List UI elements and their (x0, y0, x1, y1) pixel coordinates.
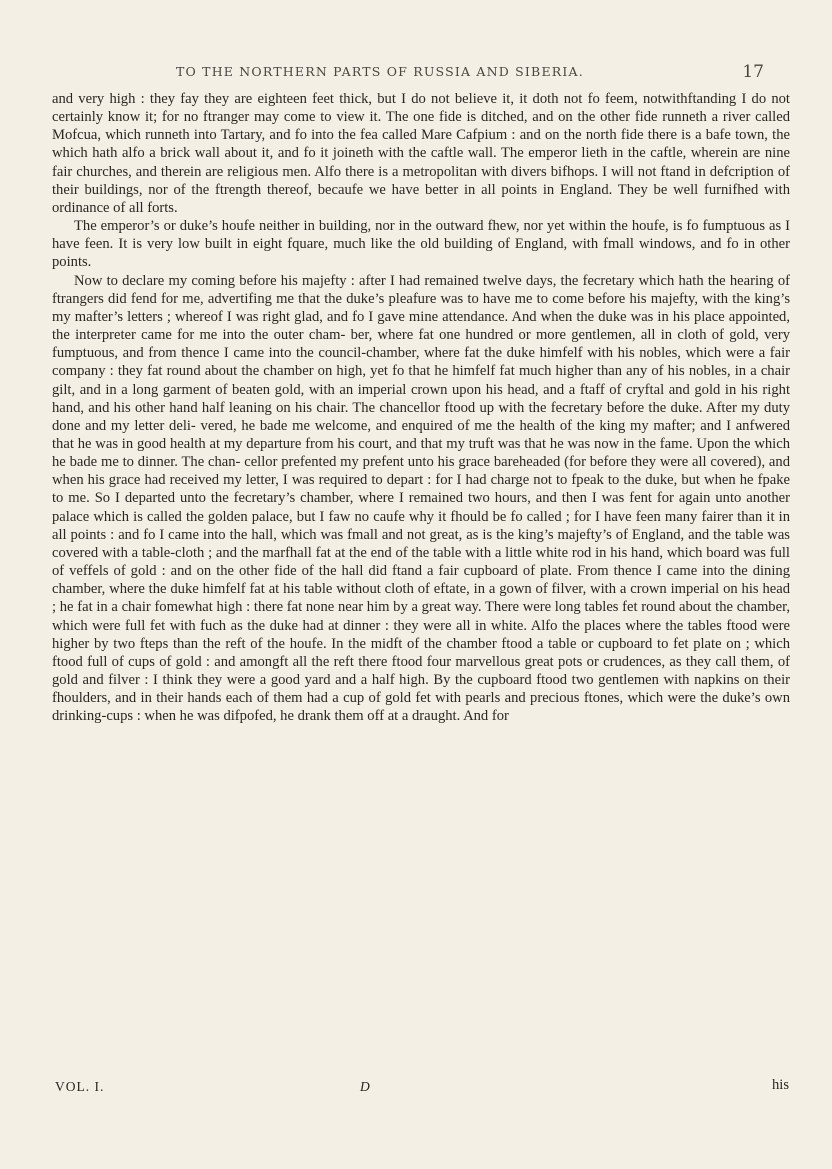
running-header (176, 62, 776, 82)
paragraph: The emperor’s or duke’s houfe neither in building, nor in the outward fhew, nor yet within the houfe, is fo fumptuous as I have feen. It is very low built in eight fquare, much like the old building of England, with fmall windows, and fo in other points. (52, 218, 790, 271)
page-number: 17 (742, 62, 764, 82)
volume-mark: VOL. I. (55, 1079, 105, 1094)
paragraph: and very high : they fay they are eighteen feet thick, but I do not believe it, it doth not fo feem, notwithftanding I do not certainly know it; for no ftranger may come to view it. The one fide is ditched, and on the other fide runneth a river called Mofcua, which runneth into Tartary, and fo into the fea called Mare Cafpium : and on the north fide there is a bafe town, the which hath alfo a brick wall about it, and fo it joineth with the caftle wall. The emperor lieth in the caftle, wherein are nine fair churches, and therein are religious men. Alfo there is a metropolitan with divers bifhops. I will not ftand in defcription of their buildings, nor of the ftrength thereof, becaufe we have better in all points in England. They be well furnifhed with ordinance of all forts. (52, 91, 790, 216)
signature-mark: D (360, 1079, 370, 1094)
running-title: TO THE NORTHERN PARTS OF RUSSIA AND SIBERIA. (176, 64, 584, 79)
catchword: his (771, 1077, 789, 1093)
paragraph: Now to declare my coming before his majefty : after I had remained twelve days, the fecretary which hath the hearing of ftrangers did fend for me, advertifing me that the duke’s pleafure was to have me to come before his majefty, with the king’s my mafter’s letters ; whereof I was right glad, and fo I gave mine attendance. And when the duke was in his place appointed, the interpreter came for me into the outer cham- ber, where fat one hundred or more gentlemen, all in cloth of gold, very fumptuous, and from thence I came into the council-chamber, where fat the duke himfelf with his nobles, which were a fair company : they fat round about the chamber on high, yet fo that he himfelf fat much higher than any of his nobles, in a chair gilt, and in a long garment of beaten gold, with an imperial crown upon his head, and a ftaff of cryftal and gold in his right hand, and his other hand half leaning on his chair. The chancellor ftood up with the fecretary before the duke. After my duty done and my letter deli- vered, he bade me welcome, and enquired of me the health of the king my mafter; and I anfwered that he was in good health at my departure from his court, and that my truft was that he was now in the fame. Upon the which he bade me to dinner. The chan- cellor prefented my prefent unto his grace bareheaded (for before they were all covered), and when his grace had received my letter, I was required to depart : for I had charge not to fpeak to the duke, but when he fpake to me. So I departed unto the fecretary’s chamber, where I remained two hours, and then I was fent for again unto another palace which is called the golden palace, but I faw no caufe why it fhould be fo called ; for I have feen many fairer than it in all points : and fo I came into the hall, which was fmall and not great, as is the king’s majefty’s of England, and the table was covered with a table-cloth ; and the marfhall fat at the end of the table with a little white rod in his hand, which board was full of veffels of gold : and on the other fide of the hall did ftand a fair cupboard of plate. From thence I came into the dining chamber, where the duke himfelf fat at his table without cloth of eftate, in a gown of filver, with a crown imperial on his head ; he fat in a chair fomewhat high : there fat none near him by a great way. There were long tables fet round about the chamber, which were full fet with fuch as the duke had at dinner : they were all in white. Alfo the places where the tables ftood were higher by two fteps than the reft of the houfe. In the midft of the chamber ftood a table or cupboard to fet plate on ; which ftood full of cups of gold : and amongft all the reft there ftood four marvellous great pots or crudences, as they call them, of gold and filver : I think they were a good yard and a half high. By the cupboard ftood two gentlemen with napkins on their fhoulders, and in their hands each of them had a cup of gold fet with pearls and precious ftones, which were the duke’s own drinking-cups : when he was difpofed, he drank them off at a draught. And for (52, 272, 790, 725)
body-text (52, 90, 790, 725)
